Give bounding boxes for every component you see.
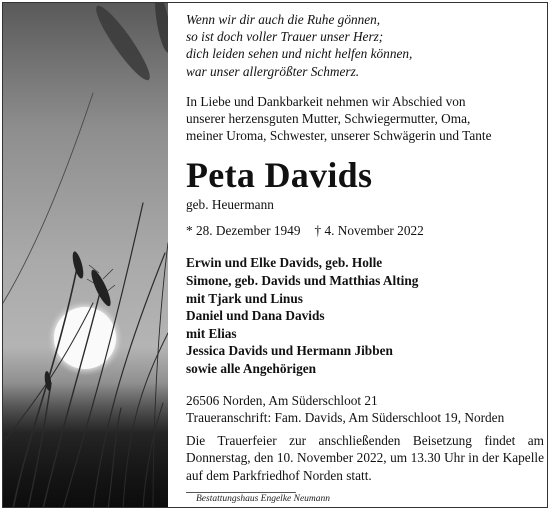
poem-line: dich leiden sehen und nicht helfen können, bbox=[186, 46, 413, 62]
funeral-home-name: Bestattungshaus Engelke Neumann bbox=[196, 494, 331, 504]
mourner-line: Jessica Davids und Hermann Jibben bbox=[186, 343, 393, 359]
mourning-address-line: Traueranschrift: Fam. Davids, Am Süderschloot 19, Norden bbox=[186, 409, 505, 425]
poem-line: war unser allergrößter Schmerz. bbox=[186, 63, 360, 79]
mourner-line: sowie alle Angehörigen bbox=[186, 360, 317, 376]
text-column bbox=[186, 11, 544, 484]
grass-sunset-photo bbox=[3, 3, 168, 508]
birth-name: geb. Heuermann bbox=[186, 197, 274, 213]
address-block bbox=[186, 392, 544, 426]
mourner-line: mit Tjark und Linus bbox=[186, 290, 303, 306]
deceased-name: Peta Davids bbox=[186, 155, 373, 196]
obituary-card bbox=[2, 2, 548, 508]
life-dates bbox=[186, 222, 544, 239]
funeral-service-notice: Die Trauerfeier zur anschließenden Beisetzung findet am Donnerstag, den 10. November 2022, um 13.30 Uhr in der Kapelle auf dem Parkfriedhof Norden statt. bbox=[186, 432, 544, 483]
mourner-line: Daniel und Dana Davids bbox=[186, 308, 325, 324]
mourner-line: Erwin und Elke Davids, geb. Holle bbox=[186, 255, 383, 271]
intro-line: In Liebe und Dankbarkeit nehmen wir Abschied von bbox=[186, 93, 466, 109]
death-date: † 4. November 2022 bbox=[314, 223, 424, 239]
mourners-list bbox=[186, 254, 544, 377]
intro-line: unserer herzensguten Mutter, Schwiegermutter, Oma, bbox=[186, 111, 471, 127]
birth-date: * 28. Dezember 1949 bbox=[186, 223, 301, 239]
farewell-intro bbox=[186, 93, 544, 145]
intro-line: meiner Uroma, Schwester, unserer Schwägerin und Tante bbox=[186, 128, 492, 144]
poem-line: so ist doch voller Trauer unser Herz; bbox=[186, 29, 384, 45]
poem-line: Wenn wir dir auch die Ruhe gönnen, bbox=[186, 12, 381, 27]
mourner-line: Simone, geb. Davids und Matthias Alting bbox=[186, 273, 419, 289]
poem bbox=[186, 11, 544, 80]
address-line: 26506 Norden, Am Süderschloot 21 bbox=[186, 392, 378, 408]
mourner-line: mit Elias bbox=[186, 325, 237, 341]
